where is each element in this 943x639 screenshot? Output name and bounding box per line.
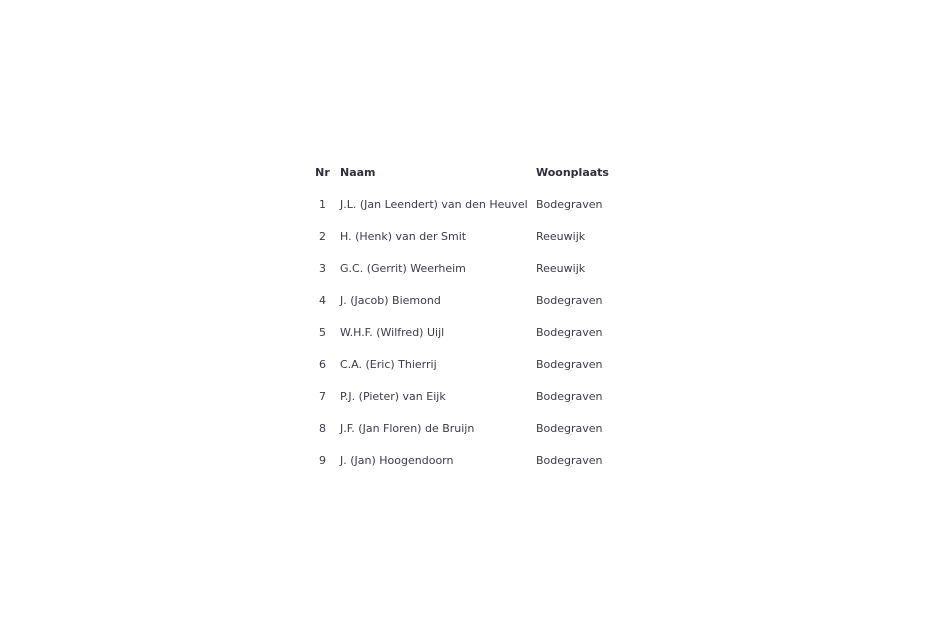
cell-nr: 4	[319, 293, 326, 307]
table-row	[305, 284, 636, 316]
cell-name: P.J. (Pieter) van Eijk	[340, 389, 446, 403]
cell-nr: 9	[319, 453, 326, 467]
cell-nr: 1	[319, 197, 326, 211]
table-row	[305, 412, 636, 444]
cell-place: Bodegraven	[536, 389, 603, 403]
header-place: Woonplaats	[536, 165, 609, 179]
table-row	[305, 316, 636, 348]
candidates-table	[305, 156, 636, 476]
cell-place: Reeuwijk	[536, 229, 586, 243]
cell-nr: 3	[319, 261, 326, 275]
cell-nr: 2	[319, 229, 326, 243]
table-header	[305, 156, 636, 188]
cell-place: Bodegraven	[536, 197, 603, 211]
cell-place: Bodegraven	[536, 421, 603, 435]
cell-place: Reeuwijk	[536, 261, 586, 275]
header-nr: Nr	[315, 165, 330, 179]
cell-nr: 7	[319, 389, 326, 403]
table-row	[305, 444, 636, 476]
table-body	[305, 188, 636, 476]
cell-place: Bodegraven	[536, 453, 603, 467]
table-row	[305, 220, 636, 252]
cell-name: W.H.F. (Wilfred) Uijl	[340, 325, 445, 339]
table-row	[305, 380, 636, 412]
cell-name: J. (Jacob) Biemond	[340, 293, 441, 307]
cell-name: H. (Henk) van der Smit	[340, 229, 467, 243]
cell-place: Bodegraven	[536, 325, 603, 339]
cell-nr: 6	[319, 357, 326, 371]
cell-place: Bodegraven	[536, 293, 603, 307]
cell-name: G.C. (Gerrit) Weerheim	[340, 261, 466, 275]
table-row	[305, 348, 636, 380]
cell-nr: 5	[319, 325, 326, 339]
cell-name: J.L. (Jan Leendert) van den Heuvel	[340, 197, 528, 211]
header-name: Naam	[340, 165, 376, 179]
cell-nr: 8	[319, 421, 326, 435]
cell-name: C.A. (Eric) Thierrij	[340, 357, 437, 371]
table-row	[305, 252, 636, 284]
table-row	[305, 188, 636, 220]
cell-name: J.F. (Jan Floren) de Bruijn	[340, 421, 475, 435]
cell-place: Bodegraven	[536, 357, 603, 371]
header-row	[305, 156, 636, 188]
cell-name: J. (Jan) Hoogendoorn	[340, 453, 454, 467]
